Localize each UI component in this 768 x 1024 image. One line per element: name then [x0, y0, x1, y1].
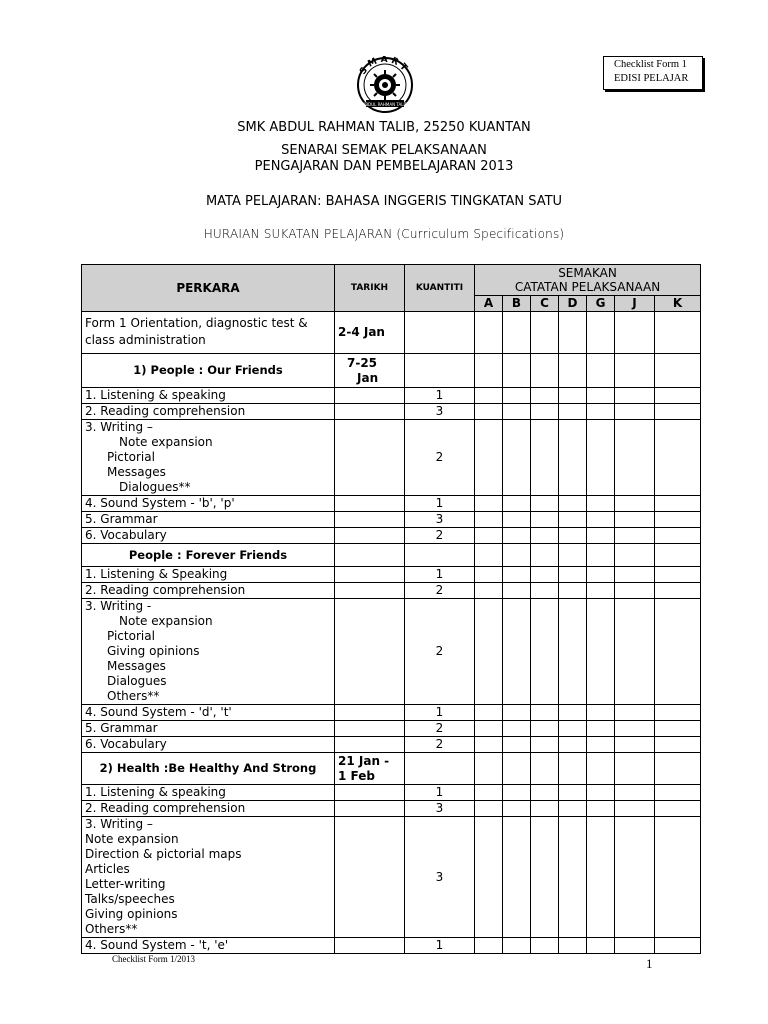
spec-subtitle: HURAIAN SUKATAN PELAJARAN (Curriculum Specifications) — [203, 227, 565, 241]
item-line: Note expansion — [85, 832, 179, 846]
row-item: 1. Listening & speaking — [82, 785, 335, 801]
row-qty: 3 — [405, 512, 475, 528]
row-qty: 1 — [405, 496, 475, 512]
row-item: 2. Reading comprehension — [82, 583, 335, 599]
row-qty: 3 — [405, 801, 475, 817]
row-qty: 1 — [405, 388, 475, 404]
row-item: 1. Listening & Speaking — [82, 567, 335, 583]
row-item — [82, 817, 335, 938]
row-item: 1. Listening & speaking — [82, 388, 335, 404]
table-row — [82, 785, 701, 801]
school-name: SMK ABDUL RAHMAN TALIB, 25250 KUANTAN — [237, 120, 531, 135]
table-row — [82, 753, 701, 785]
item-line: Form 1 Orientation, diagnostic test & — [85, 316, 308, 330]
row-item: 5. Grammar — [82, 721, 335, 737]
table-row — [82, 583, 701, 599]
table-row — [82, 721, 701, 737]
row-item — [82, 599, 335, 705]
item-line: Talks/speeches — [85, 892, 175, 906]
row-qty: 2 — [405, 721, 475, 737]
row-qty: 3 — [405, 817, 475, 938]
row-date: 2-4 Jan — [335, 312, 405, 354]
section-title: 1) People : Our Friends — [82, 354, 335, 388]
table-row — [82, 388, 701, 404]
table-row — [82, 801, 701, 817]
row-item — [82, 420, 335, 496]
col-letter-c: C — [531, 296, 559, 312]
row-item: 4. Sound System - 'd', 't' — [82, 705, 335, 721]
subject-title: MATA PELAJARAN: BAHASA INGGERIS TINGKATAN SATU — [205, 194, 563, 209]
item-line: Others** — [107, 689, 160, 703]
table-row — [82, 737, 701, 753]
row-qty: 2 — [405, 528, 475, 544]
title-line-2: PENGAJARAN DAN PEMBELAJARAN 2013 — [254, 159, 514, 174]
header-semakan — [475, 265, 701, 296]
col-letter-k: K — [655, 296, 701, 312]
document-title — [0, 143, 768, 175]
row-qty: 2 — [405, 420, 475, 496]
table-row — [82, 544, 701, 567]
table-row — [82, 567, 701, 583]
header-kuantiti: KUANTITI — [405, 265, 475, 312]
row-qty: 3 — [405, 404, 475, 420]
item-line: Direction & pictorial maps — [85, 847, 242, 861]
item-line: Giving opinions — [107, 644, 200, 658]
row-qty: 2 — [405, 599, 475, 705]
row-item: 6. Vocabulary — [82, 737, 335, 753]
svg-text:SMART: SMART — [358, 56, 411, 77]
row-item: 2. Reading comprehension — [82, 404, 335, 420]
item-line: Giving opinions — [85, 907, 178, 921]
col-letter-g: G — [587, 296, 615, 312]
form-badge — [603, 56, 703, 90]
header-perkara: PERKARA — [82, 265, 335, 312]
date-line: 7-25 — [347, 356, 378, 370]
item-line: class administration — [85, 333, 206, 347]
row-item: 2. Reading comprehension — [82, 801, 335, 817]
section-title: 2) Health :Be Healthy And Strong — [82, 753, 335, 785]
date-line: 1 Feb — [338, 769, 375, 783]
row-qty: 1 — [405, 705, 475, 721]
item-line: Messages — [107, 465, 166, 479]
semakan-label: SEMAKAN — [558, 266, 617, 280]
item-line: Dialogues — [107, 674, 167, 688]
row-qty: 2 — [405, 737, 475, 753]
school-logo — [352, 56, 418, 114]
item-line: Note expansion — [119, 435, 213, 449]
table-row — [82, 938, 701, 954]
col-letter-d: D — [559, 296, 587, 312]
col-letter-j: J — [615, 296, 655, 312]
catatan-label: CATATAN PELAKSANAAN — [514, 280, 661, 294]
item-line: Letter-writing — [85, 877, 166, 891]
item-line: Messages — [107, 659, 166, 673]
item-line: Pictorial — [107, 629, 155, 643]
row-qty: 1 — [405, 938, 475, 954]
item-line: 3. Writing – — [85, 420, 153, 434]
table-row — [82, 354, 701, 388]
checklist-table — [81, 264, 701, 954]
footer-note: Checklist Form 1/2013 — [112, 954, 195, 964]
table-row — [82, 420, 701, 496]
table-row — [82, 705, 701, 721]
row-qty: 2 — [405, 583, 475, 599]
row-date — [335, 354, 405, 388]
row-item: 4. Sound System - 'b', 'p' — [82, 496, 335, 512]
table-row — [82, 512, 701, 528]
item-line: Dialogues** — [119, 480, 191, 494]
item-line: Pictorial — [107, 450, 155, 464]
col-letter-a: A — [475, 296, 503, 312]
row-item: 4. Sound System - 't, 'e' — [82, 938, 335, 954]
date-line: 21 Jan - — [338, 754, 390, 768]
table-row — [82, 817, 701, 938]
page-number: 1 — [646, 956, 653, 971]
badge-line-2: EDISI PELAJAR — [614, 73, 689, 84]
row-qty: 1 — [405, 785, 475, 801]
title-line-1: SENARAI SEMAK PELAKSANAAN — [281, 143, 487, 158]
header-tarikh: TARIKH — [335, 265, 405, 312]
item-line: Others** — [85, 922, 138, 936]
col-letter-b: B — [503, 296, 531, 312]
section-title: People : Forever Friends — [82, 544, 335, 567]
badge-line-1: Checklist Form 1 — [614, 59, 687, 70]
table-row — [82, 404, 701, 420]
row-item: 6. Vocabulary — [82, 528, 335, 544]
table-row — [82, 599, 701, 705]
item-line: Articles — [85, 862, 130, 876]
row-item — [82, 312, 335, 354]
row-item: 5. Grammar — [82, 512, 335, 528]
item-line: 3. Writing – — [85, 817, 153, 831]
date-line: Jan — [357, 371, 379, 385]
item-line: Note expansion — [119, 614, 213, 628]
table-header-row — [82, 265, 701, 296]
row-qty: 1 — [405, 567, 475, 583]
table-row — [82, 496, 701, 512]
table-row — [82, 528, 701, 544]
item-line: 3. Writing - — [85, 599, 152, 613]
table-row — [82, 312, 701, 354]
svg-text:ABDUL RAHMAN TALIB: ABDUL RAHMAN TALIB — [362, 102, 408, 107]
row-date — [335, 753, 405, 785]
